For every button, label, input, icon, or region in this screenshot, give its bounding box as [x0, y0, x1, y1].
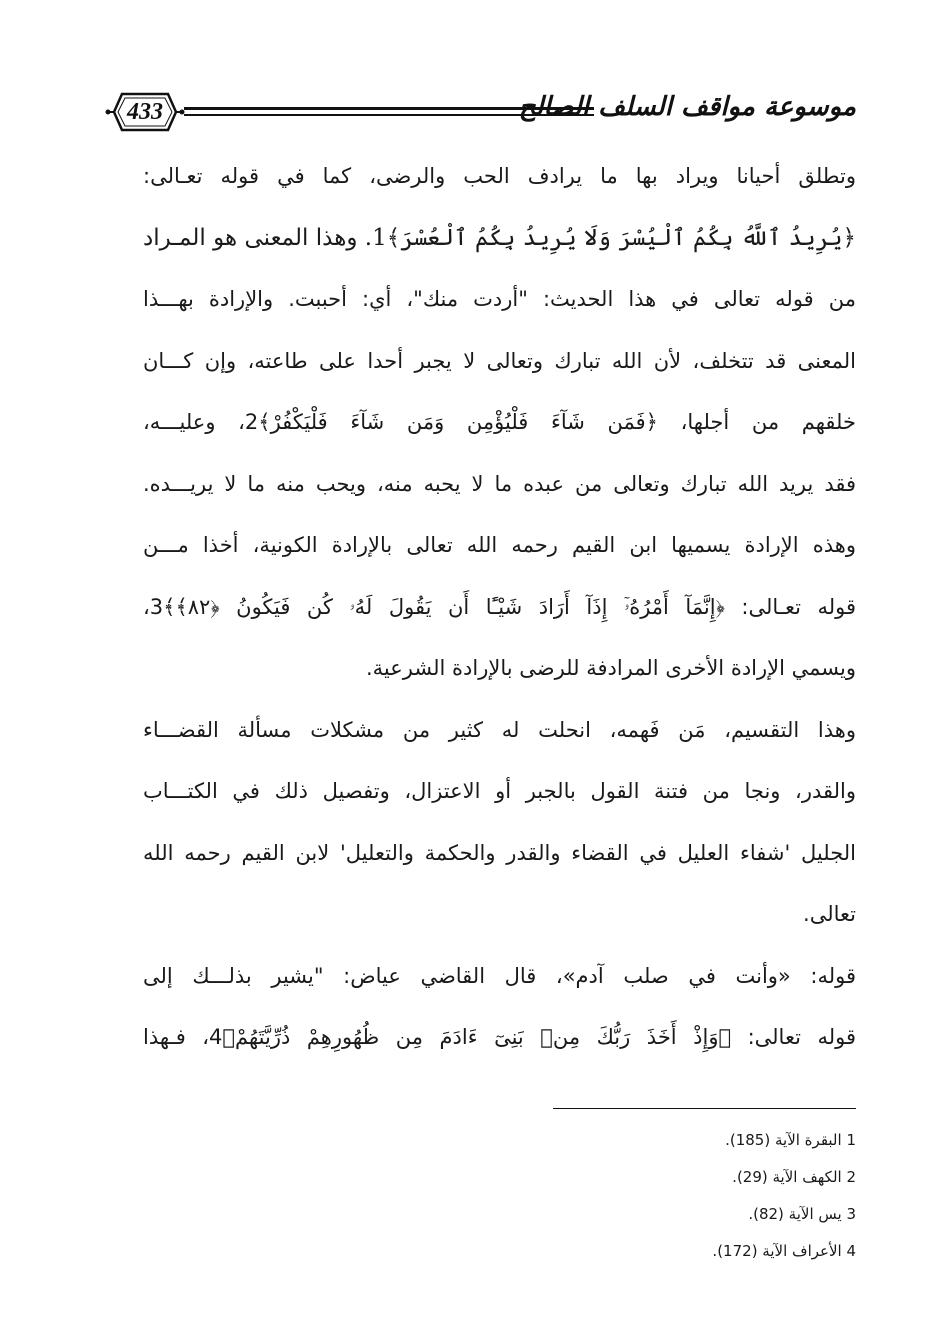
text-line: قوله تعالى: ﴿وَإِذْ أَخَذَ رَبُّكَ مِنۢ بَنِىٓ ءَادَمَ مِن ظُهُورِهِمْ ذُرِّيَّتَهُمْ﴾4، فـهذا [143, 1025, 856, 1049]
footnote: 4 الأعراف الآية (172). [712, 1242, 856, 1260]
text-line: الجليل 'شفاء العليل في القضاء والقدر والحكمة والتعليل' لابن القيم رحمه الله [143, 840, 856, 865]
footnotes [556, 1122, 856, 1270]
text-line: وهذا التقسيم، مَن فَهمه، انحلت له كثير من مشكلات مسألة القضـــاء [143, 717, 856, 742]
footnote: 1 البقرة الآية (185). [725, 1131, 856, 1149]
footnote: 3 يس الآية (82). [748, 1205, 856, 1223]
page-number: 433 [127, 99, 163, 125]
text-line: قوله تعـالى: ﴿إِنَّمَآ أَمْرُهُۥٓ إِذَآ أَرَادَ شَيْـًٔا أَن يَقُولَ لَهُۥ كُن فَيَكُونُ ﴿٨٢﴾﴾3، [143, 594, 856, 619]
text-line: ويسمي الإرادة الأخرى المرادفة للرضى بالإرادة الشرعية. [366, 656, 856, 680]
body-text [143, 146, 856, 1069]
text-line: المعنى قد تتخلف، لأن الله تبارك وتعالى لا يجبر أحدا على طاعته، وإن كـــان [143, 348, 856, 373]
running-title: موسوعة مواقف السلف الصالح [518, 92, 856, 122]
text-line: ﴿يُرِيدُ ٱللَّهُ بِكُمُ ٱلْيُسْرَ وَلَا يُرِيدُ بِكُمُ ٱلْعُسْرَ﴾1. وهذا المعنى هو المـراد [143, 224, 857, 251]
page-header [0, 0, 939, 150]
footnote: 2 الكهف الآية (29). [732, 1168, 856, 1186]
text-line: من قوله تعالى في هذا الحديث: "أردت منك"، أي: أحببت. والإرادة بهـــذا [143, 287, 856, 311]
text-line: وهذه الإرادة يسميها ابن القيم رحمه الله تعالى بالإرادة الكونية، أخذا مـــن [143, 533, 856, 557]
text-line: خلقهم من أجلها، ﴿فَمَن شَآءَ فَلْيُؤْمِن وَمَن شَآءَ فَلْيَكْفُرْ﴾2، وعليـــه، [143, 410, 856, 434]
text-line: والقدر، ونجا من فتنة القول بالجبر أو الاعتزال، وتفصيل ذلك في الكتـــاب [143, 779, 856, 803]
footnote-separator [553, 1108, 856, 1109]
page-number-frame [104, 88, 186, 136]
text-line: فقد يريد الله تبارك وتعالى من عبده ما لا يحبه منه، ويحب منه ما لا يريـــده. [143, 471, 856, 496]
text-line: قوله: «وأنت في صلب آدم»، قال القاضي عياض: "يشير بذلـــك إلى [143, 963, 856, 988]
text-line: تعالى. [803, 902, 856, 926]
text-line: وتطلق أحيانا ويراد بها ما يرادف الحب والرضى، كما في قوله تعـالى: [143, 164, 856, 188]
